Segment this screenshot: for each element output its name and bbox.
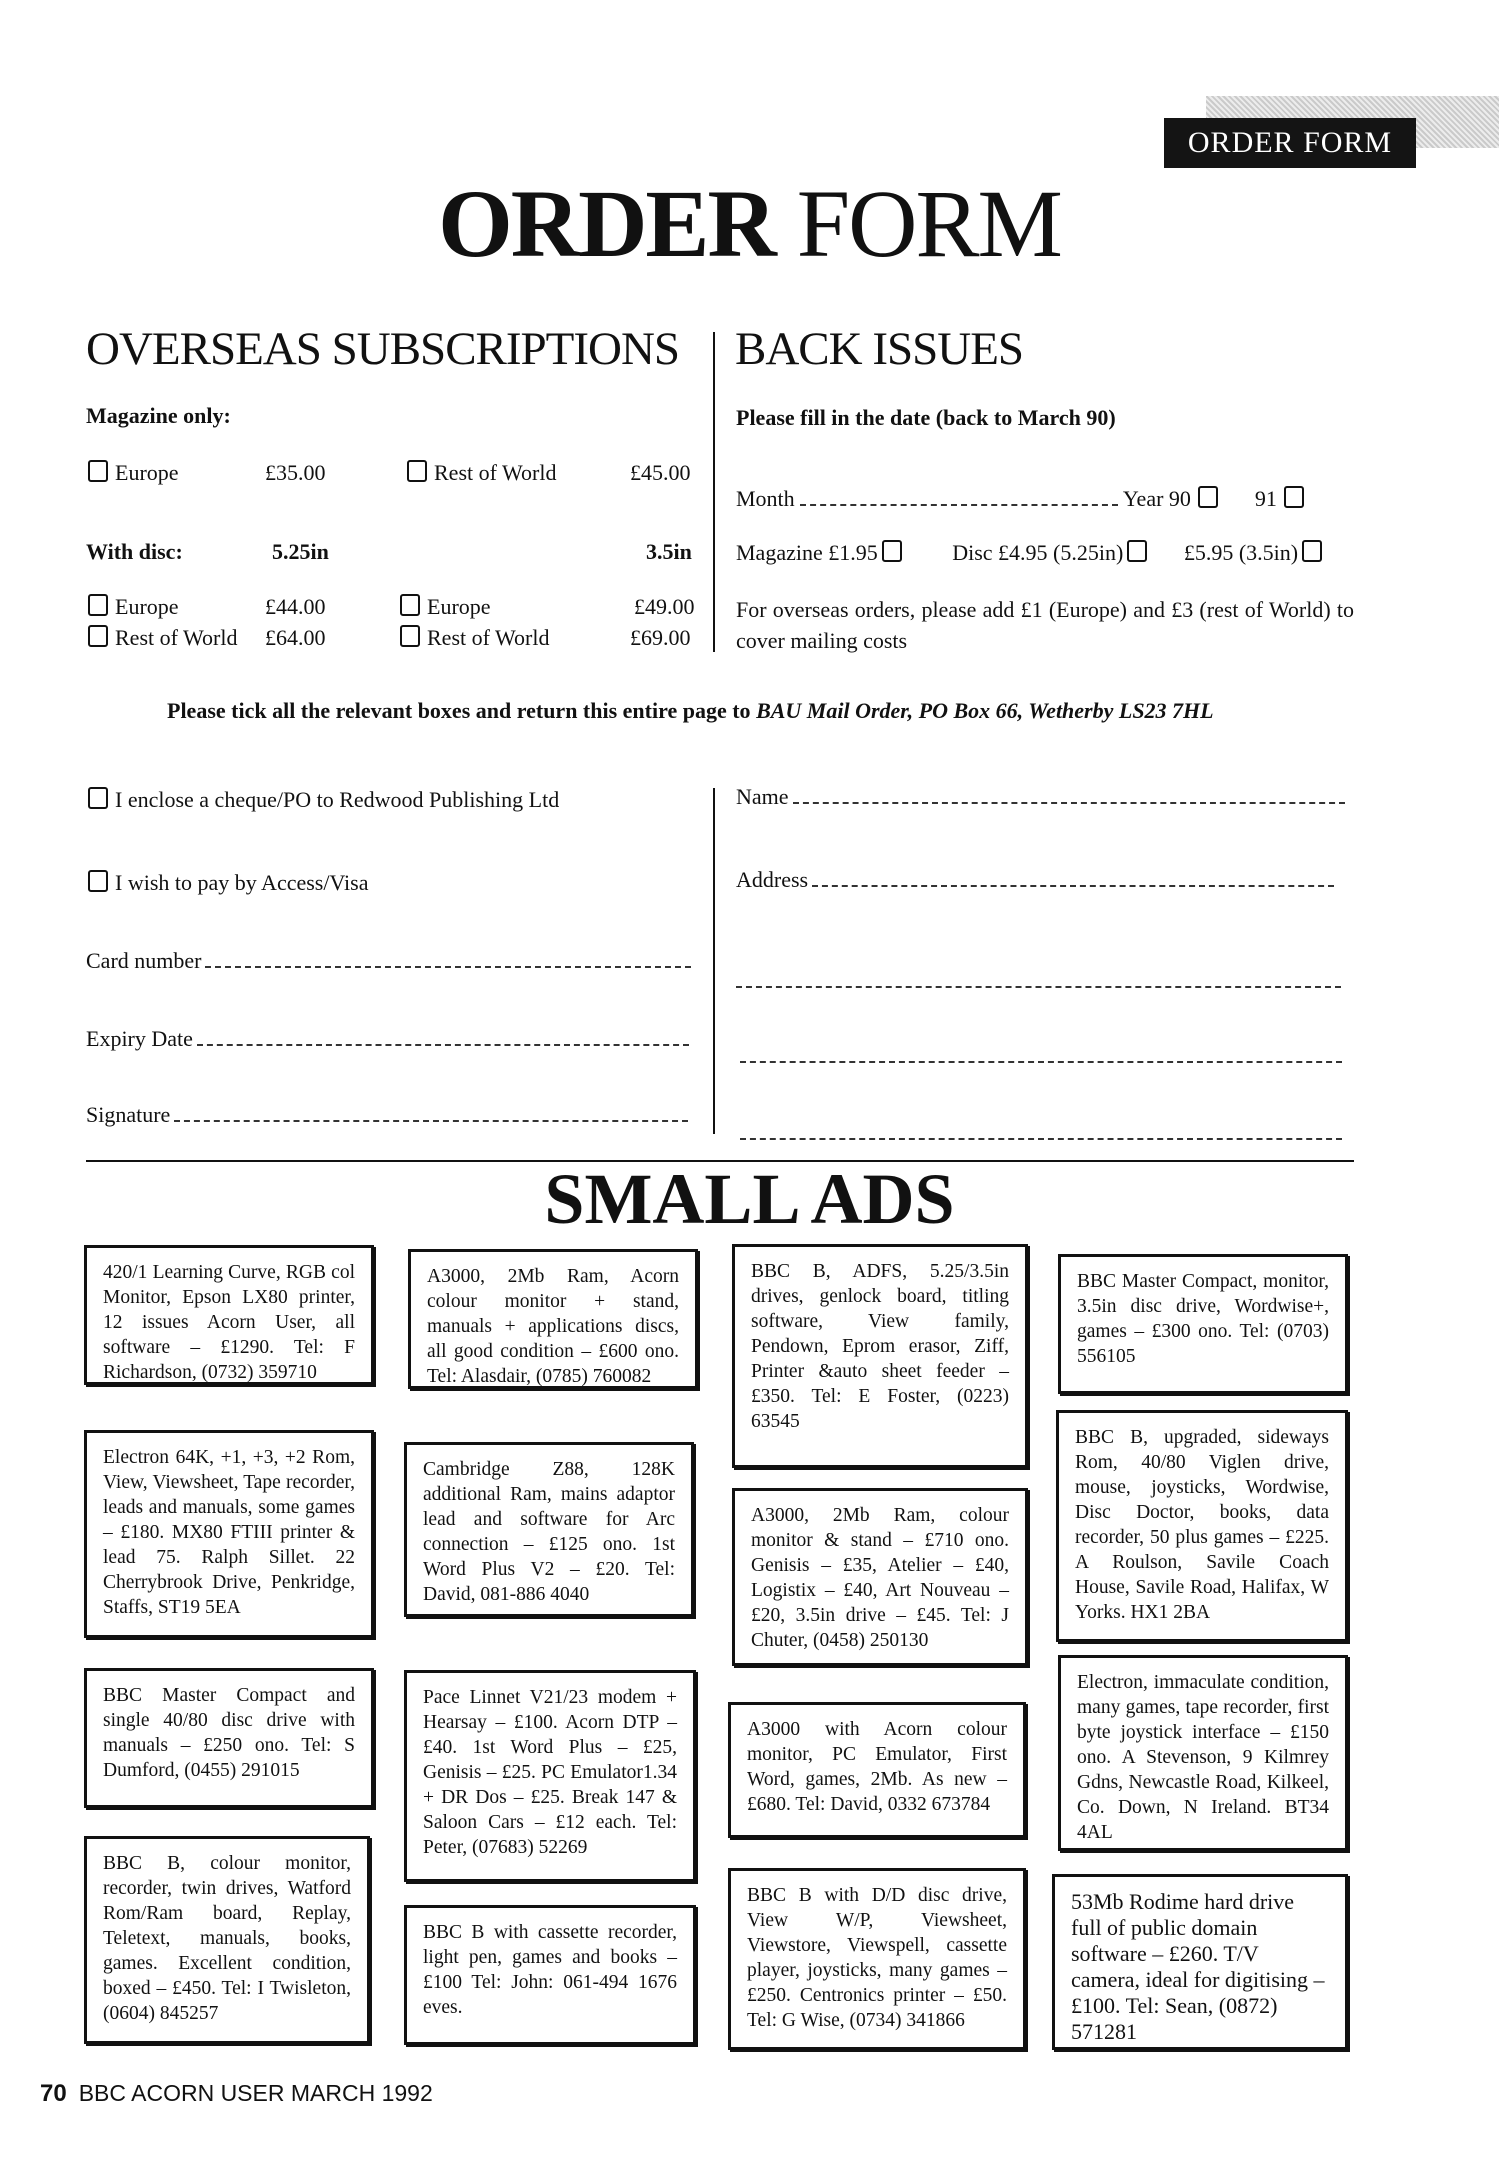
year-91-label: 91 (1254, 486, 1277, 511)
title-bold: ORDER (438, 170, 775, 277)
ad-card: BBC B, colour monitor, recorder, twin drives, Watford Rom/Ram board, Replay, Teletext, manuals, books, games. Excellent condition, boxed – £450. Tel: I Twisleton, (0604) 845257 (84, 1836, 370, 2044)
expiry-row (86, 1026, 689, 1052)
option-rest-of-world[interactable]: Rest of World (405, 460, 556, 486)
ad-card: BBC B with D/D disc drive, View W/P, Viewsheet, Viewstore, Viewspell, cassette player, joysticks, many games – £250. Centronics printer – £50. Tel: G Wise, (0734) 341866 (728, 1868, 1026, 2050)
footer-text: BBC ACORN USER MARCH 1992 (78, 2080, 433, 2106)
column-divider-top (713, 332, 715, 652)
footer (40, 2080, 433, 2108)
return-address: BAU Mail Order, PO Box 66, Wetherby LS23 7HL (756, 698, 1214, 723)
ad-card: BBC B, upgraded, sideways Rom, 40/80 Viglen drive, mouse, joysticks, Wordwise, Disc Doctor, books, data recorder, 50 plus games – £225. A Roulson, Savile Coach House, Savile Road, Halifax, W Yorks. HX1 2BA (1056, 1410, 1348, 1642)
ad-card: 420/1 Learning Curve, RGB col Monitor, Epson LX80 printer, 12 issues Acorn User, all software – £1290. Tel: F Richardson, (0732) 359710 (84, 1245, 374, 1385)
option-disc35-europe[interactable]: Europe (398, 594, 491, 620)
checkbox-icon[interactable] (407, 460, 427, 482)
address-row (736, 867, 1334, 893)
address-field[interactable] (812, 884, 1334, 887)
option-disc525-row[interactable]: Rest of World (86, 625, 237, 651)
magazine-price: Magazine £1.95 (736, 540, 878, 565)
disc-size-35: 3.5in (646, 539, 692, 564)
ad-card: BBC Master Compact and single 40/80 disc drive with manuals – £250 ono. Tel: S Dumford, (0455) 291015 (84, 1668, 374, 1808)
back-issue-prices (736, 540, 1329, 566)
month-year-row (736, 486, 1356, 512)
checkbox-icon[interactable] (88, 594, 108, 616)
column-divider-bottom (713, 788, 715, 1134)
ad-card: 53Mb Rodime hard drive full of public domain software – £260. T/V camera, ideal for digitising – £100. Tel: Sean, (0872) 571281 (1052, 1874, 1348, 2050)
ad-card: Electron, immaculate condition, many games, tape recorder, first byte joystick interface – £150 ono. A Stevenson, 9 Kilmrey Gdns, Newcastle Road, Kilkeel, Co. Down, N Ireland. BT34 4AL (1058, 1655, 1348, 1851)
address-line-4[interactable] (740, 1127, 1342, 1145)
checkbox-icon[interactable] (1284, 486, 1304, 508)
card-number-label: Card number (86, 948, 202, 973)
ad-card: A3000 with Acorn colour monitor, PC Emulator, First Word, games, 2Mb. As new – £680. Tel: David, 0332 673784 (728, 1702, 1026, 1838)
checkbox-icon[interactable] (88, 787, 108, 809)
ad-card: A3000, 2Mb Ram, colour monitor & stand – £710 ono. Genisis – £35, Atelier – £40, Logistix – £40, Art Nouveau – £20, 3.5in drive – £45. Tel: J Chuter, (0458) 250130 (732, 1488, 1028, 1666)
year-90-label: Year 90 (1122, 486, 1191, 511)
ad-card: A3000, 2Mb Ram, Acorn colour monitor + stand, manuals + applications discs, all good condition – £600 ono. Tel: Alasdair, (0785) 760082 (408, 1249, 698, 1389)
checkbox-icon[interactable] (1198, 486, 1218, 508)
checkbox-icon[interactable] (882, 540, 902, 562)
disc-35-price: £5.95 (3.5in) (1183, 540, 1299, 565)
magazine-only-label: Magazine only: (86, 403, 231, 428)
disc-525-price: Disc £4.95 (5.25in) (952, 540, 1124, 565)
back-issues-heading: BACK ISSUES (735, 323, 1024, 375)
price-europe: £35.00 (265, 460, 326, 485)
price-disc525-europe: £44.00 (265, 594, 326, 619)
address-line-3[interactable] (740, 1050, 1342, 1068)
ad-card: BBC Master Compact, monitor, 3.5in disc drive, Wordwise+, games – £300 ono. Tel: (0703) 556105 (1058, 1254, 1348, 1394)
section-tab: ORDER FORM (1164, 118, 1416, 168)
checkbox-icon[interactable] (88, 870, 108, 892)
signature-row (86, 1102, 688, 1128)
card-number-field[interactable] (205, 965, 691, 968)
checkbox-icon[interactable] (400, 625, 420, 647)
overseas-heading: OVERSEAS SUBSCRIPTIONS (86, 323, 680, 375)
name-label: Name (736, 784, 789, 809)
page-number: 70 (40, 2080, 67, 2107)
checkbox-icon[interactable] (88, 460, 108, 482)
with-disc-label: With disc: (86, 539, 183, 564)
checkbox-icon[interactable] (400, 594, 420, 616)
small-ads-heading: SMALL ADS (544, 1159, 955, 1239)
disc-size-525: 5.25in (272, 539, 329, 564)
overseas-note: For overseas orders, please add £1 (Europe) and £3 (rest of World) to cover mailing costs (736, 597, 1354, 653)
month-field[interactable] (800, 503, 1118, 506)
back-issues-instruction: Please fill in the date (back to March 90) (736, 405, 1116, 430)
ad-card: Pace Linnet V21/23 modem + Hearsay – £100. Acorn DTP – £40. 1st Word Plus – £25, Genisis – £25. PC Emulator1.34 + DR Dos – £25. Break 147 & Saloon Cars – £12 each. Tel: Peter, (07683) 52269 (404, 1670, 696, 1882)
address-label: Address (736, 867, 809, 892)
month-label: Month (736, 486, 795, 511)
card-number-row (86, 948, 691, 974)
expiry-field[interactable] (197, 1043, 689, 1046)
option-disc35-row[interactable]: Rest of World (398, 625, 549, 651)
return-instruction (167, 698, 1214, 724)
ad-card: Cambridge Z88, 128K additional Ram, mains adaptor lead and software for Arc connection – £125 ono. 1st Word Plus V2 – £20. Tel: David, 081-886 4040 (404, 1442, 694, 1617)
option-cheque[interactable]: I enclose a cheque/PO to Redwood Publishing Ltd (86, 787, 559, 813)
expiry-label: Expiry Date (86, 1026, 193, 1051)
option-disc525-europe[interactable]: Europe (86, 594, 179, 620)
title-light: FORM (796, 170, 1061, 277)
ad-card: Electron 64K, +1, +3, +2 Rom, View, Viewsheet, Tape recorder, leads and manuals, some games – £180. MX80 FTIII printer & lead 75. Ralph Sillet. 22 Cherrybrook Drive, Penkridge, Staffs, ST19 5EA (84, 1430, 374, 1638)
ad-card: BBC B, ADFS, 5.25/3.5in drives, genlock board, titling software, View family, Pendown, Eprom erasor, Ziff, Printer &auto sheet feeder – £350. Tel: E Foster, (0223) 63545 (732, 1244, 1028, 1468)
price-disc35-europe: £49.00 (634, 594, 695, 619)
checkbox-icon[interactable] (88, 625, 108, 647)
price-rest-of-world: £45.00 (630, 460, 691, 485)
signature-field[interactable] (174, 1119, 688, 1122)
option-europe[interactable]: Europe (86, 460, 179, 486)
address-line-2[interactable] (736, 975, 1341, 993)
option-card[interactable]: I wish to pay by Access/Visa (86, 870, 368, 896)
signature-label: Signature (86, 1102, 171, 1127)
ad-card: BBC B with cassette recorder, light pen, games and books – £100 Tel: John: 061-494 1676 eves. (404, 1905, 696, 2045)
price-disc35-row: £69.00 (630, 625, 691, 650)
page-title (0, 168, 1499, 279)
name-field[interactable] (793, 801, 1345, 804)
name-row (736, 784, 1345, 810)
checkbox-icon[interactable] (1302, 540, 1322, 562)
checkbox-icon[interactable] (1127, 540, 1147, 562)
return-text: Please tick all the relevant boxes and return this entire page to (167, 698, 751, 723)
price-disc525-row: £64.00 (265, 625, 326, 650)
